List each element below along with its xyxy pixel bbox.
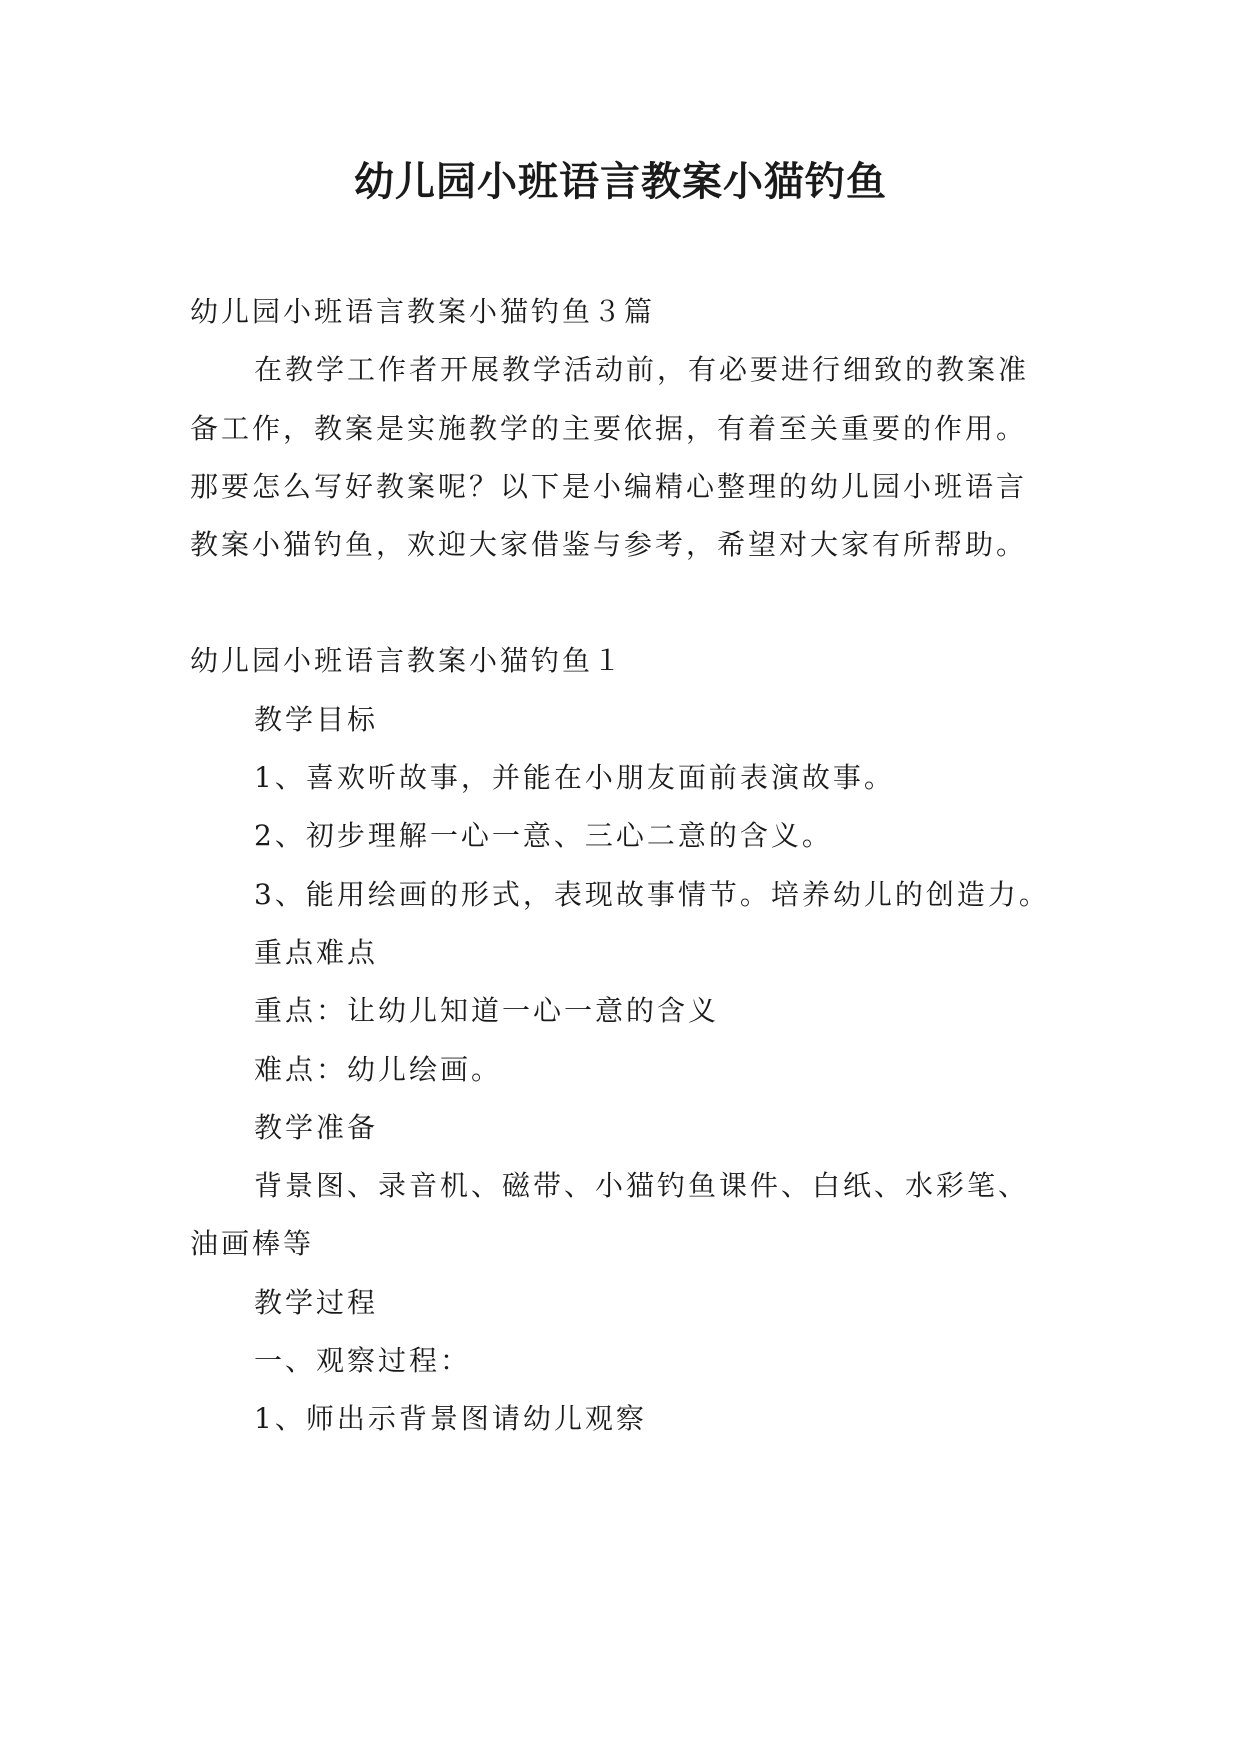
heading-preparation: 教学准备 <box>254 1110 379 1144</box>
goal-item-2: 2、初步理解一心一意、三心二意的含义。 <box>254 819 833 853</box>
document-body <box>190 283 1050 1449</box>
section-heading: 幼儿园小班语言教案小猫钓鱼１ <box>190 644 625 678</box>
preparation-materials: 背景图、录音机、磁带、小猫钓鱼课件、白纸、水彩笔、油画棒等 <box>190 1169 1030 1261</box>
subtitle-line: 幼儿园小班语言教案小猫钓鱼３篇 <box>190 295 656 328</box>
key-point-difficulty: 难点：幼儿绘画。 <box>254 1052 503 1086</box>
section-spacer <box>190 574 1050 632</box>
key-point-focus: 重点：让幼儿知道一心一意的含义 <box>254 994 720 1028</box>
heading-teaching-process: 教学过程 <box>254 1285 379 1319</box>
heading-key-points: 重点难点 <box>254 935 379 969</box>
page-title: 幼儿园小班语言教案小猫钓鱼 <box>354 158 887 205</box>
goal-item-3: 3、能用绘画的形式，表现故事情节。培养幼儿的创造力。 <box>254 877 1050 911</box>
goal-item-1: 1、喜欢听故事，并能在小朋友面前表演故事。 <box>254 761 895 795</box>
intro-paragraph: 在教学工作者开展教学活动前，有必要进行细致的教案准备工作，教案是实施教学的主要依据，有着至关重要的作用。那要怎么写好教案呢？以下是小编精心整理的幼儿园小班语言教案小猫钓鱼，欢迎大家借鉴与参考，希望对大家有所帮助。 <box>190 353 1030 562</box>
process-substep-1: 1、师出示背景图请幼儿观察 <box>254 1402 647 1436</box>
process-step-observe: 一、观察过程： <box>254 1344 472 1378</box>
heading-teaching-goals: 教学目标 <box>254 702 379 736</box>
